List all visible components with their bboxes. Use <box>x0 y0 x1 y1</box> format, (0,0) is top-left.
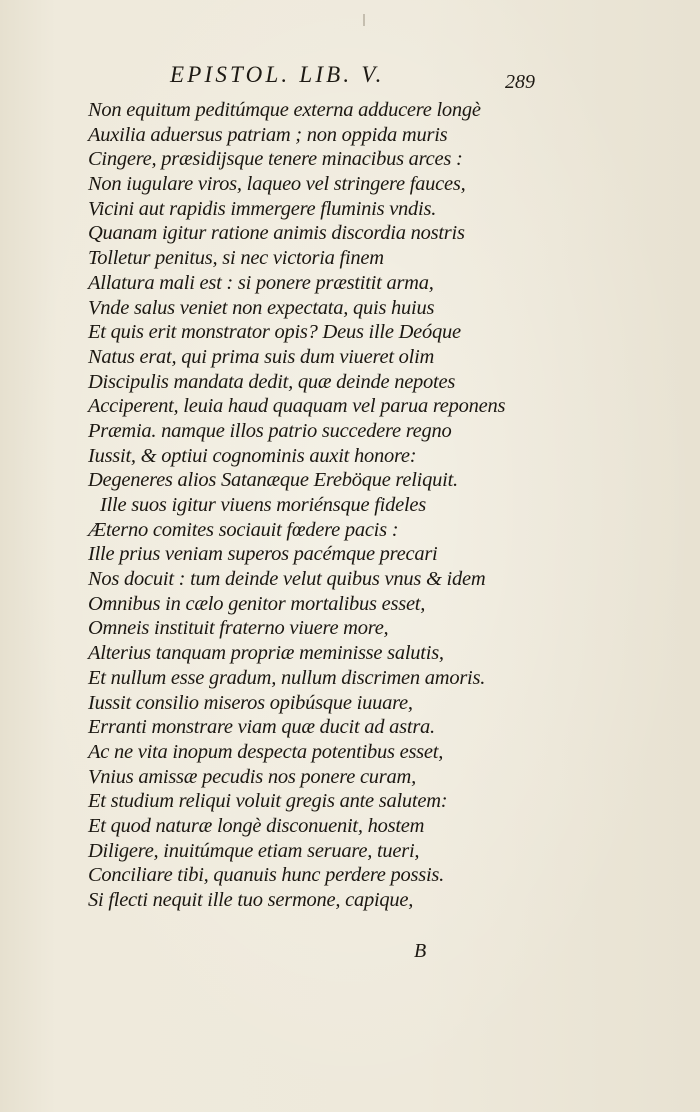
verse-line: Auxilia aduersus patriam ; non oppida muris <box>88 123 448 146</box>
page-mark <box>363 14 365 26</box>
verse-text-block <box>88 98 528 913</box>
verse-line: Quanam igitur ratione animis discordia nostris <box>88 222 465 245</box>
verse-line: Tolletur penitus, si nec victoria finem <box>88 247 384 270</box>
verse-line: Nos docuit : tum deinde velut quibus vnus & idem <box>88 568 486 591</box>
running-head: EPISTOL. LIB. V. <box>170 62 385 87</box>
verse-line: Conciliare tibi, quanuis hunc perdere possis. <box>88 864 445 887</box>
verse-line: Vnde salus veniet non expectata, quis huius <box>88 296 435 319</box>
verse-line: Ac ne vita inopum despecta potentibus esset, <box>88 740 444 763</box>
verse-line: Discipulis mandata dedit, quæ deinde nepotes <box>88 370 456 393</box>
verse-line: Erranti monstrare viam quæ ducit ad astra. <box>88 716 435 739</box>
verse-line: Iussit, & optiui cognominis auxit honore: <box>88 444 417 467</box>
verse-line: Diligere, inuitúmque etiam seruare, tueri, <box>88 839 420 862</box>
verse-line: Alterius tanquam propriæ meminisse salutis, <box>88 642 444 665</box>
verse-line: Vicini aut rapidis immergere fluminis vndis. <box>88 197 437 220</box>
verse-line: Si flecti nequit ille tuo sermone, capique, <box>88 889 414 911</box>
verse-line: Non iugulare viros, laqueo vel stringere fauces, <box>88 173 466 196</box>
verse-line: Degeneres alios Satanæque Ereböque reliquit. <box>88 469 458 492</box>
verse-line: Cingere, præsidijsque tenere minacibus arces : <box>88 148 463 171</box>
verse-line: Non equitum peditúmque externa adducere longè <box>88 99 481 121</box>
verse-line: Natus erat, qui prima suis dum viueret olim <box>88 345 435 368</box>
verse-line: Omneis instituit fraterno viuere more, <box>88 617 389 640</box>
verse-line: Et studium reliqui voluit gregis ante salutem: <box>88 790 448 813</box>
verse-line: Acciperent, leuia haud quaquam vel parua reponens <box>88 395 506 418</box>
verse-line: Omnibus in cælo genitor mortalibus esset, <box>88 592 426 615</box>
page-number: 289 <box>505 71 535 93</box>
verse-line: Ille prius veniam superos pacémque precari <box>88 543 438 566</box>
verse-line: Vnius amissæ pecudis nos ponere curam, <box>88 765 416 788</box>
verse-line: Allatura mali est : si ponere præstitit arma, <box>88 271 434 294</box>
catchword: B <box>414 940 427 962</box>
verse-line: Ille suos igitur viuens moriénsque fideles <box>100 494 426 516</box>
verse-line: Et quis erit monstrator opis? Deus ille Deóque <box>88 321 461 344</box>
verse-line: Et nullum esse gradum, nullum discrimen amoris. <box>88 666 486 689</box>
verse-line: Iussit consilio miseros opibúsque iuuare, <box>88 691 413 714</box>
verse-line: Præmia. namque illos patrio succedere regno <box>88 419 452 442</box>
verse-line: Æterno comites sociauit fœdere pacis : <box>88 518 399 541</box>
verse-line: Et quod naturæ longè disconuenit, hostem <box>88 814 425 837</box>
